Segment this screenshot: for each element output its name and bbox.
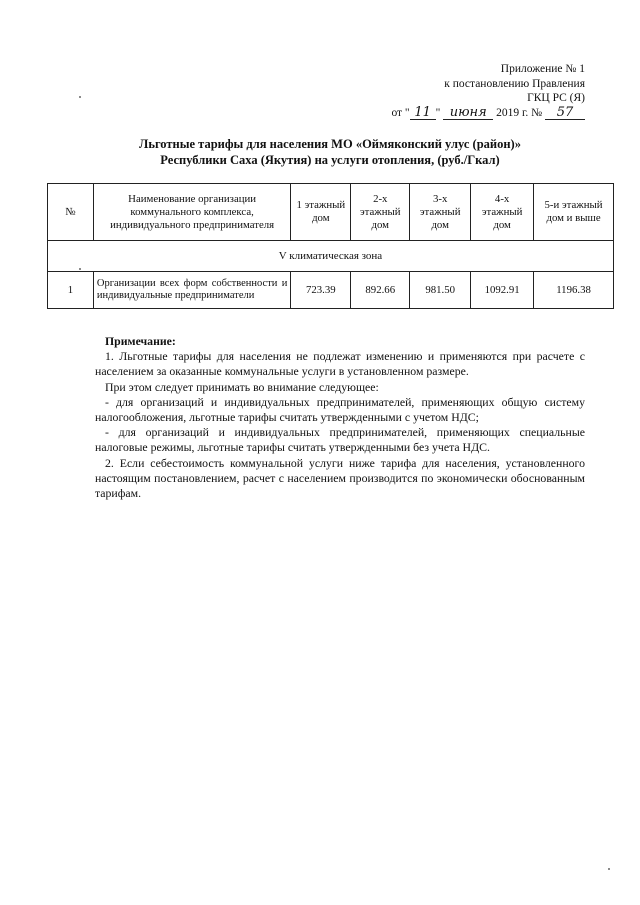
- climate-zone-label: V климатическая зона: [48, 241, 614, 272]
- row-number: 1: [48, 272, 94, 309]
- header-4-floor: 4-х этажный дом: [471, 184, 534, 241]
- note-paragraph-2: При этом следует принимать во внимание следующее:: [105, 379, 379, 394]
- appendix-organization: ГКЦ РС (Я): [527, 92, 585, 104]
- scan-speck: [608, 868, 610, 870]
- date-mid: ": [435, 106, 441, 119]
- tariff-5-floor: 1196.38: [534, 272, 614, 309]
- date-day: 11: [410, 107, 436, 120]
- date-prefix: от ": [391, 106, 410, 119]
- date-year: 2019 г. №: [496, 106, 543, 119]
- appendix-date-line: [360, 106, 585, 121]
- notes-heading: Примечание:: [105, 334, 176, 348]
- title-line-2: Республики Саха (Якутия) на услуги отопления, (руб./Гкал): [160, 153, 500, 167]
- climate-zone-row: [48, 241, 614, 272]
- date-month: июня: [443, 107, 493, 120]
- tariff-4-floor: 1092.91: [471, 272, 534, 309]
- table-row: [48, 272, 614, 309]
- appendix-header: [360, 62, 585, 120]
- header-5-floor: 5-и этажный дом и выше: [534, 184, 614, 241]
- tariff-3-floor: 981.50: [410, 272, 471, 309]
- notes-section: [95, 334, 585, 501]
- appendix-number: Приложение № 1: [500, 63, 585, 75]
- resolution-number: 57: [545, 107, 585, 120]
- scan-speck: [79, 268, 81, 270]
- note-paragraph-4: - для организаций и индивидуальных предпринимателей, применяющих специальные налоговые режимы, льготные тарифы считать утвержденными без учета НДС.: [95, 425, 585, 455]
- header-2-floor: 2-х этажный дом: [351, 184, 410, 241]
- header-number: №: [48, 184, 94, 241]
- tariff-2-floor: 892.66: [351, 272, 410, 309]
- table-header-row: [48, 184, 614, 241]
- header-organization: Наименование организации коммунального комплекса, индивидуального предпринимателя: [93, 184, 291, 241]
- note-paragraph-3: - для организаций и индивидуальных предпринимателей, применяющих общую систему налогообложения, льготные тарифы считать утвержденными с учетом НДС;: [95, 394, 585, 425]
- row-organization: Организации всех форм собственности и индивидуальные предприниматели: [93, 272, 291, 309]
- title-line-1: Льготные тарифы для населения МО «Оймяконский улус (район)»: [139, 137, 521, 151]
- note-paragraph-5: 2. Если себестоимость коммунальной услуги ниже тарифа для населения, установленного настоящим постановлением, расчет с населением производится по экономически обоснованным тарифам.: [95, 455, 585, 501]
- header-1-floor: 1 этажный дом: [291, 184, 351, 241]
- appendix-resolution: к постановлению Правления: [444, 77, 585, 90]
- document-title: [90, 136, 570, 168]
- tariff-table: [47, 183, 614, 309]
- note-paragraph-1: 1. Льготные тарифы для населения не подлежат изменению и применяются при расчете с населением за оказанные коммунальные услуги в установленном размере.: [95, 349, 585, 379]
- tariff-1-floor: 723.39: [291, 272, 351, 309]
- header-3-floor: 3-х этажный дом: [410, 184, 471, 241]
- scan-speck: [79, 96, 81, 98]
